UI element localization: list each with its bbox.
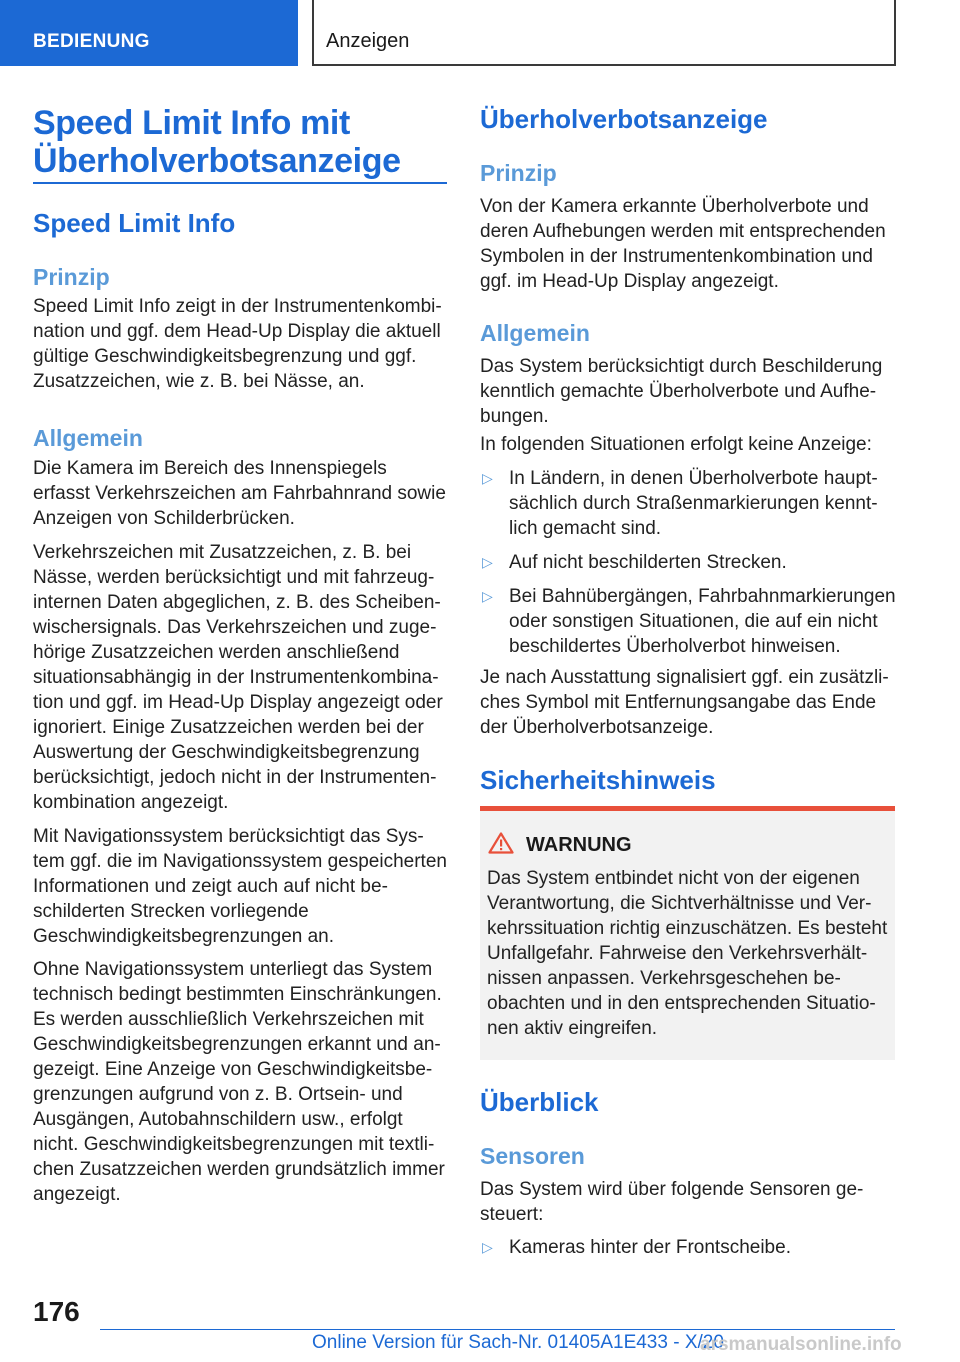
paragraph-allgemein-1: Die Kamera im Bereich des Innenspiegels erfasst Verkehrszeichen am Fahrbahnrand sowie Anzeigen von Schilderbrücken.: [33, 458, 446, 529]
heading-prinzip-right: Prinzip: [480, 160, 557, 186]
bullet-triangle-icon: ▷: [482, 588, 493, 604]
bullet-triangle-icon: ▷: [482, 470, 493, 486]
section-heading-speed-limit-info: Speed Limit Info: [33, 208, 236, 238]
footer-version-text: Online Version für Sach-Nr. 01405A1E433 - X/20: [312, 1332, 724, 1353]
bullet-list-sensoren: [480, 1235, 898, 1269]
warning-title: [488, 832, 632, 857]
paragraph-prinzip-right: Von der Kamera erkannte Überholverbote und deren Aufhebungen werden mit entsprechenden Symbolen in der Instrumentenkombination und ggf. im Head-Up Display angezeigt.: [480, 196, 886, 292]
title-divider: [33, 182, 447, 184]
section-label: BEDIENUNG: [33, 31, 150, 52]
paragraph-prinzip-left: Speed Limit Info zeigt in der Instrumentenkombination und ggf. dem Head-Up Display die aktuell gültige Geschwindigkeitsbegrenzung und ggf. Zusatzzeichen, wie z. B. bei Nässe, an.: [33, 296, 442, 392]
warning-label: WARNUNG: [526, 834, 632, 856]
section-tab: [0, 0, 298, 66]
section-heading-sicherheit: Sicherheitshinweis: [480, 765, 716, 795]
paragraph-allgemein-right-3: Je nach Ausstattung signalisiert ggf. ein zusätzliches Symbol mit Entfernungsangabe das Ende der Überholverbotsanzeige.: [480, 667, 889, 738]
heading-allgemein-left: Allgemein: [33, 425, 143, 451]
paragraph-allgemein-right-2: In folgenden Situationen erfolgt keine Anzeige:: [480, 434, 872, 455]
paragraph-allgemein-3: Mit Navigationssystem berücksichtigt das System ggf. die im Navigationssystem gespeicherten Informationen und zeigt auch auf nicht beschilderten Strecken vorliegende Geschwindigkeitsbegrenzungen an.: [33, 826, 447, 947]
section-heading-ueberblick: Überblick: [480, 1087, 599, 1117]
section-heading-ueberholverbot: Überholverbotsanzeige: [480, 104, 768, 134]
paragraph-allgemein-2: Verkehrszeichen mit Zusatzzeichen, z. B. bei Nässe, werden berücksichtigt und mit fahrzeuginternen Daten abgeglichen, z. B. des Scheibenwischersignals. Das Verkehrszeichen und zugehörige Zusatzzeichen werden anschließend situationsabhängig in der Instrumentenkombination und ggf. im Head-Up Display angezeigt oder ignoriert. Einige Zusatzzeichen werden bei der Auswertung der Geschwindigkeitsbegrenzung berücksichtigt, jedoch nicht in der Instrumentenkombination angezeigt.: [33, 542, 443, 813]
bullet-triangle-icon: ▷: [482, 1239, 493, 1255]
page-number: 176: [33, 1296, 80, 1327]
warning-text: Das System entbindet nicht von der eigenen Verantwortung, die Sichtverhältnisse und Verkehrssituation richtig einzuschätzen. Es besteht Unfallgefahr. Fahrweise den Verkehrsverhältnissen anpassen. Verkehrsgeschehen beobachten und in den entsprechenden Situationen aktiv eingreifen.: [487, 868, 888, 1039]
warning-triangle-icon: [488, 832, 514, 854]
list-item: ▷ In Ländern, in denen Überholverbote hauptsächlich durch Straßenmarkierungen kenntlich gemacht sind.: [482, 468, 878, 539]
footer-divider: [100, 1329, 895, 1330]
paragraph-allgemein-4: Ohne Navigationssystem unterliegt das System technisch bedingt bestimmten Einschränkungen. Es werden ausschließlich Verkehrszeichen mit Geschwindigkeitsbegrenzungen erkannt und angezeigt. Eine Anzeige von Geschwindigkeitsbegrenzungen aufgrund von z. B. Ortsein- und Ausgängen, Autobahnschildern usw., erfolgt nicht. Geschwindigkeitsbegrenzungen mit textlichen Zusatzzeichen werden grundsätzlich immer angezeigt.: [33, 959, 445, 1205]
heading-sensoren: Sensoren: [480, 1143, 585, 1169]
chapter-header: [312, 0, 896, 66]
list-item: ▷ Kameras hinter der Frontscheibe.: [482, 1237, 791, 1258]
paragraph-allgemein-right-1: Das System berücksichtigt durch Beschilderung kenntlich gemachte Überholverbote und Aufhebungen.: [480, 356, 883, 427]
paragraph-sensoren: Das System wird über folgende Sensoren gesteuert:: [480, 1179, 864, 1225]
bullet-triangle-icon: ▷: [482, 554, 493, 570]
bullet-list-no-display: [480, 466, 898, 668]
heading-prinzip-left: Prinzip: [33, 264, 110, 290]
list-item: ▷ Auf nicht beschilderten Strecken.: [482, 552, 787, 573]
watermark: arsmanualsonline.info: [700, 1334, 902, 1355]
chapter-label: Anzeigen: [326, 30, 410, 52]
page-title: Speed Limit Info mit Überholverbotsanzeige: [33, 104, 401, 180]
list-item: ▷ Bei Bahnübergängen, Fahrbahnmarkierungen oder sonstigen Situationen, die auf ein nicht beschildertes Überholverbot hinweisen.: [482, 586, 896, 657]
heading-allgemein-right: Allgemein: [480, 320, 590, 346]
